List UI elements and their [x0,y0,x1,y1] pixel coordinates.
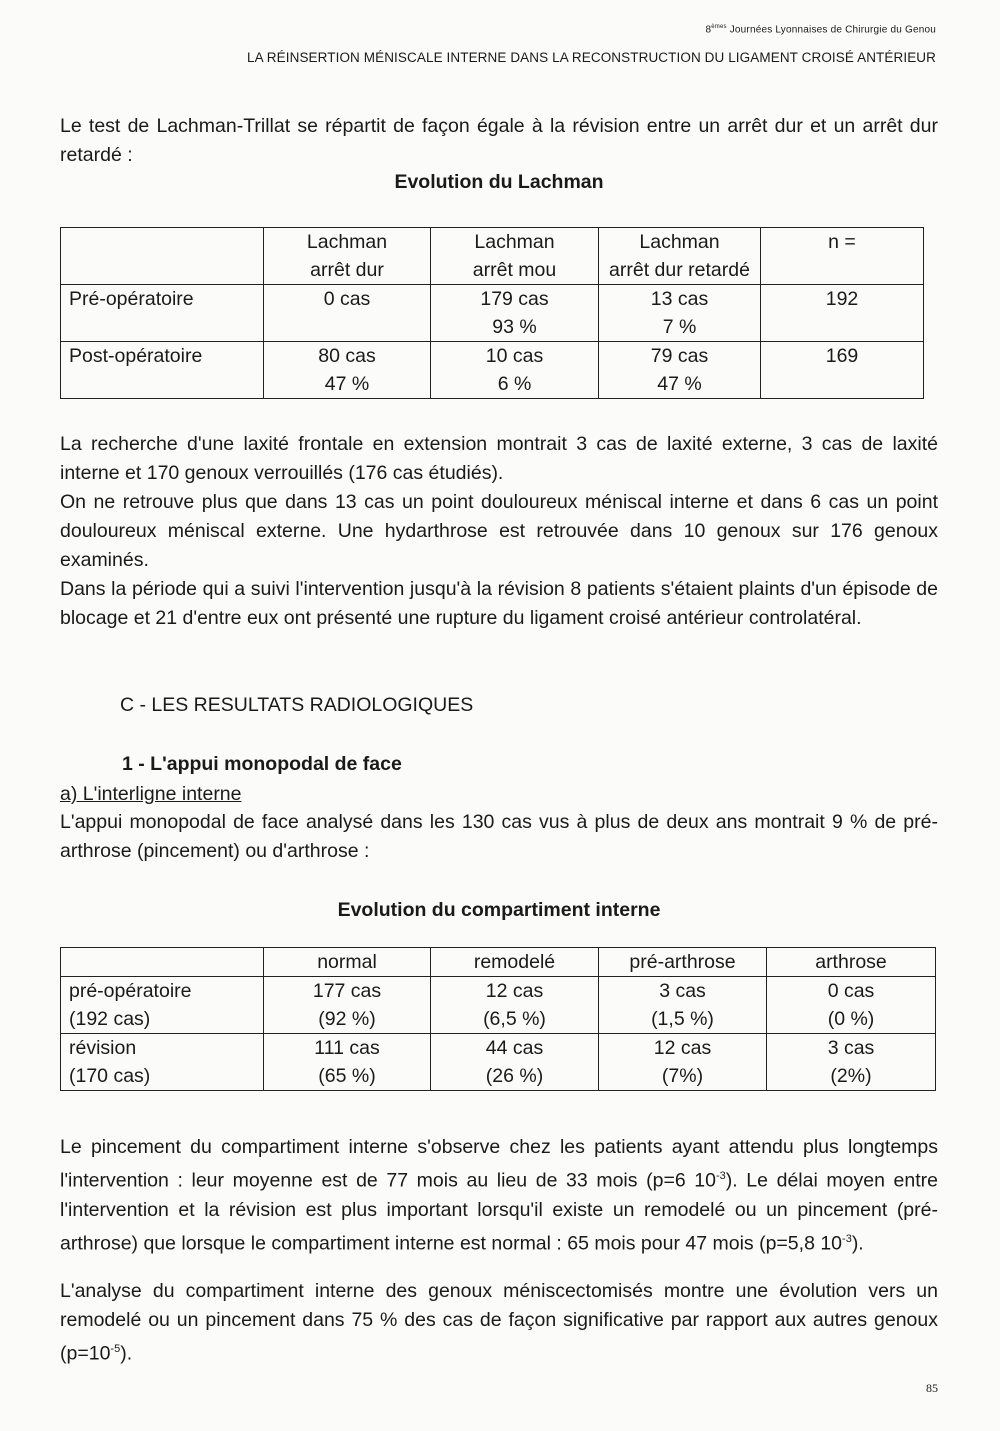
table-cell: 80 cas 47 % [264,342,431,399]
lachman-table [60,227,924,399]
table-cell: 13 cas 7 % [599,285,761,342]
table-header-cell: normal [264,948,431,977]
table1-title: Evolution du Lachman [394,171,604,193]
row-label: révision (170 cas) [61,1034,264,1091]
table-cell: 79 cas 47 % [599,342,761,399]
compartment-table [60,947,936,1091]
table-cell: 12 cas (6,5 %) [431,977,599,1034]
row-label: pré-opératoire (192 cas) [61,977,264,1034]
conference-header: 8èmes Journées Lyonnaises de Chirurgie du Genou [705,24,936,36]
table-cell: 111 cas (65 %) [264,1034,431,1091]
table2-title: Evolution du compartiment interne [337,899,661,921]
table-row [61,1034,936,1091]
table-header-row [61,948,936,977]
table-header-row [61,228,924,285]
pinching-paragraph: Le pincement du compartiment interne s'observe chez les patients ayant attendu plus longtemps l'intervention : leur moyenne est de 77 mois au lieu de 33 mois (p=6 $10^{-3}$). Le délai moyen entre l'intervention et la révision est plus important lorsqu'il existe un remodelé ou un pincement (pré-arthrose) que lorsque le compartiment interne est normal : 65 mois pour 47 mois (p=5,8 $10^{-3}$). [60,1136,938,1254]
intro-paragraph: Le test de Lachman-Trillat se répartit de façon égale à la révision entre un arrêt dur et un arrêt dur retardé : [60,115,938,166]
blocking-paragraph: Dans la période qui a suivi l'intervention jusqu'à la révision 8 patients s'étaient plaints d'un épisode de blocage et 21 d'entre eux ont présenté une rupture du ligament croisé antérieur controlatéral. [60,578,938,629]
table-cell: 10 cas 6 % [431,342,599,399]
row-label: Pré-opératoire [61,285,264,342]
table-cell: 169 [761,342,924,399]
table-header-cell: Lachman arrêt mou [431,228,599,285]
table-row [61,977,936,1034]
table-header-cell: arthrose [767,948,936,977]
laxity-paragraph: La recherche d'une laxité frontale en extension montrait 3 cas de laxité externe, 3 cas de laxité interne et 170 genoux verrouillés (176 cas étudiés). [60,433,938,484]
table-cell: 44 cas (26 %) [431,1034,599,1091]
table-cell: 3 cas (2%) [767,1034,936,1091]
row-label: Post-opératoire [61,342,264,399]
table-cell: 0 cas [264,285,431,342]
subsection-heading: 1 - L'appui monopodal de face [122,753,402,775]
subsubsection-heading: a) L'interligne interne [60,783,242,805]
table-header-cell [61,948,264,977]
table-cell: 3 cas (1,5 %) [599,977,767,1034]
article-title: LA RÉINSERTION MÉNISCALE INTERNE DANS LA RECONSTRUCTION DU LIGAMENT CROISÉ ANTÉRIEUR [246,50,936,65]
table-row [61,285,924,342]
table-header-cell: Lachman arrêt dur retardé [599,228,761,285]
table-cell: 177 cas (92 %) [264,977,431,1034]
table-row [61,342,924,399]
table-header-cell: pré-arthrose [599,948,767,977]
table-cell: 0 cas (0 %) [767,977,936,1034]
table-cell: 179 cas 93 % [431,285,599,342]
section-heading: C - LES RESULTATS RADIOLOGIQUES [120,694,474,716]
meniscectomy-paragraph: L'analyse du compartiment interne des genoux méniscectomisés montre une évolution vers un remodelé ou un pincement dans 75 % des cas de façon significative par rapport aux autres genoux $(p=10^{-5})$. [60,1280,938,1365]
page-number: 85 [926,1381,938,1395]
table-header-cell [61,228,264,285]
table-header-cell: Lachman arrêt dur [264,228,431,285]
monopodal-paragraph: L'appui monopodal de face analysé dans les 130 cas vus à plus de deux ans montrait 9 % de pré-arthrose (pincement) ou d'arthrose : [60,811,938,862]
table-cell: 192 [761,285,924,342]
table-header-cell: remodelé [431,948,599,977]
table-cell: 12 cas (7%) [599,1034,767,1091]
pain-paragraph: On ne retrouve plus que dans 13 cas un point douloureux méniscal interne et dans 6 cas un point douloureux méniscal externe. Une hydarthrose est retrouvée dans 10 genoux sur 176 genoux examinés. [60,491,938,571]
table-header-cell: n = [761,228,924,285]
